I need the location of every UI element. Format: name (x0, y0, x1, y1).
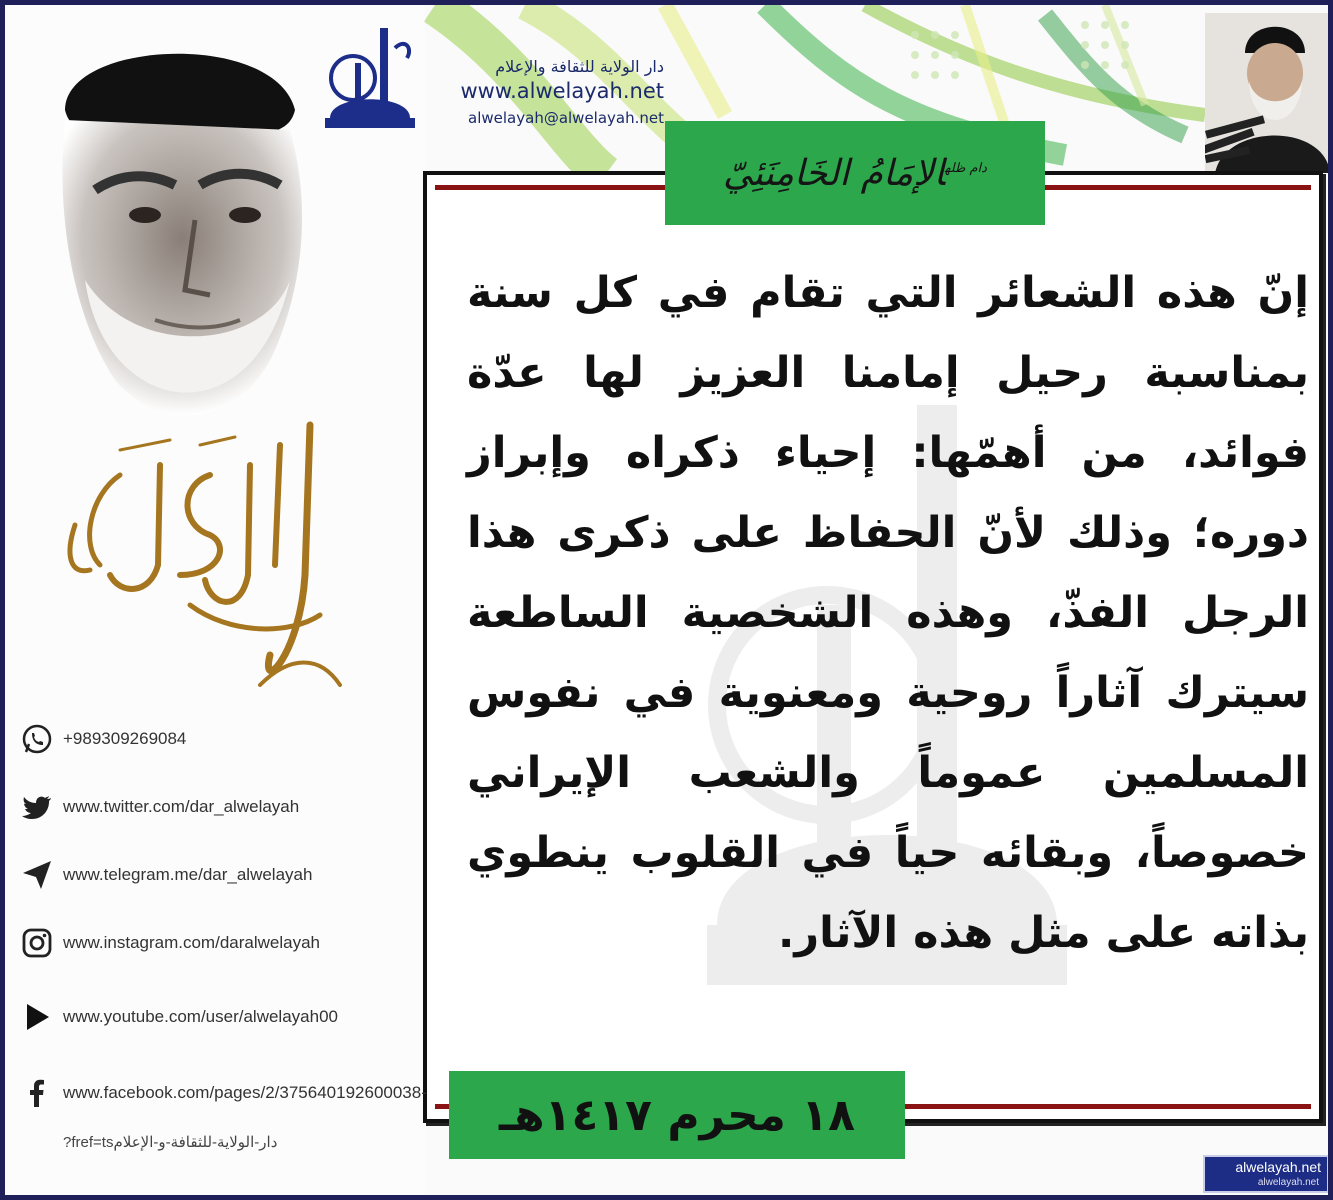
date-badge (449, 1071, 905, 1159)
contact-item-youtube[interactable] (21, 1001, 338, 1033)
instagram-icon (21, 927, 53, 959)
publisher-logo-icon (325, 23, 417, 133)
khamenei-portrait (1205, 13, 1330, 173)
contact-item-telegram[interactable] (21, 859, 312, 891)
quote-text: إنّ هذه الشعائر التي تقام في كل سنة بمناسبة رحيل إمامنا العزيز لها عدّة فوائد، من أهمّها: إحياء ذكراه وإبراز دوره؛ وذلك لأنّ الحفاظ على ذكرى هذا الرجل الفذّ، وهذه الشخصية الساطعة سيترك آثاراً روحية ومعنوية في نفوس المسلمين عموماً والشعب الإيراني خصوصاً، وبقائه حياً في القلوب ينطوي بذاته على مثل هذه الآثار. (467, 268, 1309, 958)
twitter-icon (21, 791, 53, 823)
youtube-icon (21, 1001, 53, 1033)
corner-tag-line2: alwelayah.net (1257, 1177, 1319, 1188)
quote-card (423, 171, 1323, 1123)
publisher-website[interactable]: www.alwelayah.net (460, 79, 664, 103)
contact-text: +989309269084 (63, 729, 187, 748)
title-honorific: دام ظله (944, 160, 987, 176)
contact-item-facebook[interactable] (21, 1077, 427, 1109)
contact-text-continued: ?fref=ts‏دار-الولاية-للثقافة-و-الإعلام (63, 1134, 278, 1151)
contact-text: www.youtube.com/user/alwelayah00 (63, 1007, 338, 1026)
publisher-name: دار الولاية للثقافة والإعلام (495, 57, 664, 76)
khomeini-portrait (25, 20, 325, 460)
publisher-email[interactable]: alwelayah@alwelayah.net (468, 109, 664, 127)
contact-item-twitter[interactable] (21, 791, 299, 823)
title-name: الإمَامُ الخَامِنَئِيّ (723, 152, 945, 194)
contact-item-instagram[interactable] (21, 927, 320, 959)
facebook-icon (21, 1077, 53, 1109)
contact-text: www.twitter.com/dar_alwelayah (63, 797, 300, 816)
title-badge (665, 121, 1045, 225)
contact-text: www.instagram.com/daralwelayah (63, 933, 320, 952)
publisher-header (325, 23, 670, 133)
date-label: ١٨ محرم ١٤١٧هـ (499, 1089, 855, 1141)
telegram-icon (21, 859, 53, 891)
contact-text: www.telegram.me/dar_alwelayah (63, 865, 313, 884)
corner-tag-line1: alwelayah.net (1235, 1159, 1321, 1175)
contact-text: www.facebook.com/pages/2/375640192600038- (63, 1083, 427, 1102)
title-badge-label (723, 153, 987, 194)
whatsapp-icon (21, 723, 53, 755)
corner-site-tag (1203, 1155, 1329, 1193)
khomeini-name-calligraphy (60, 405, 360, 705)
contact-item-whatsapp[interactable] (21, 723, 186, 755)
